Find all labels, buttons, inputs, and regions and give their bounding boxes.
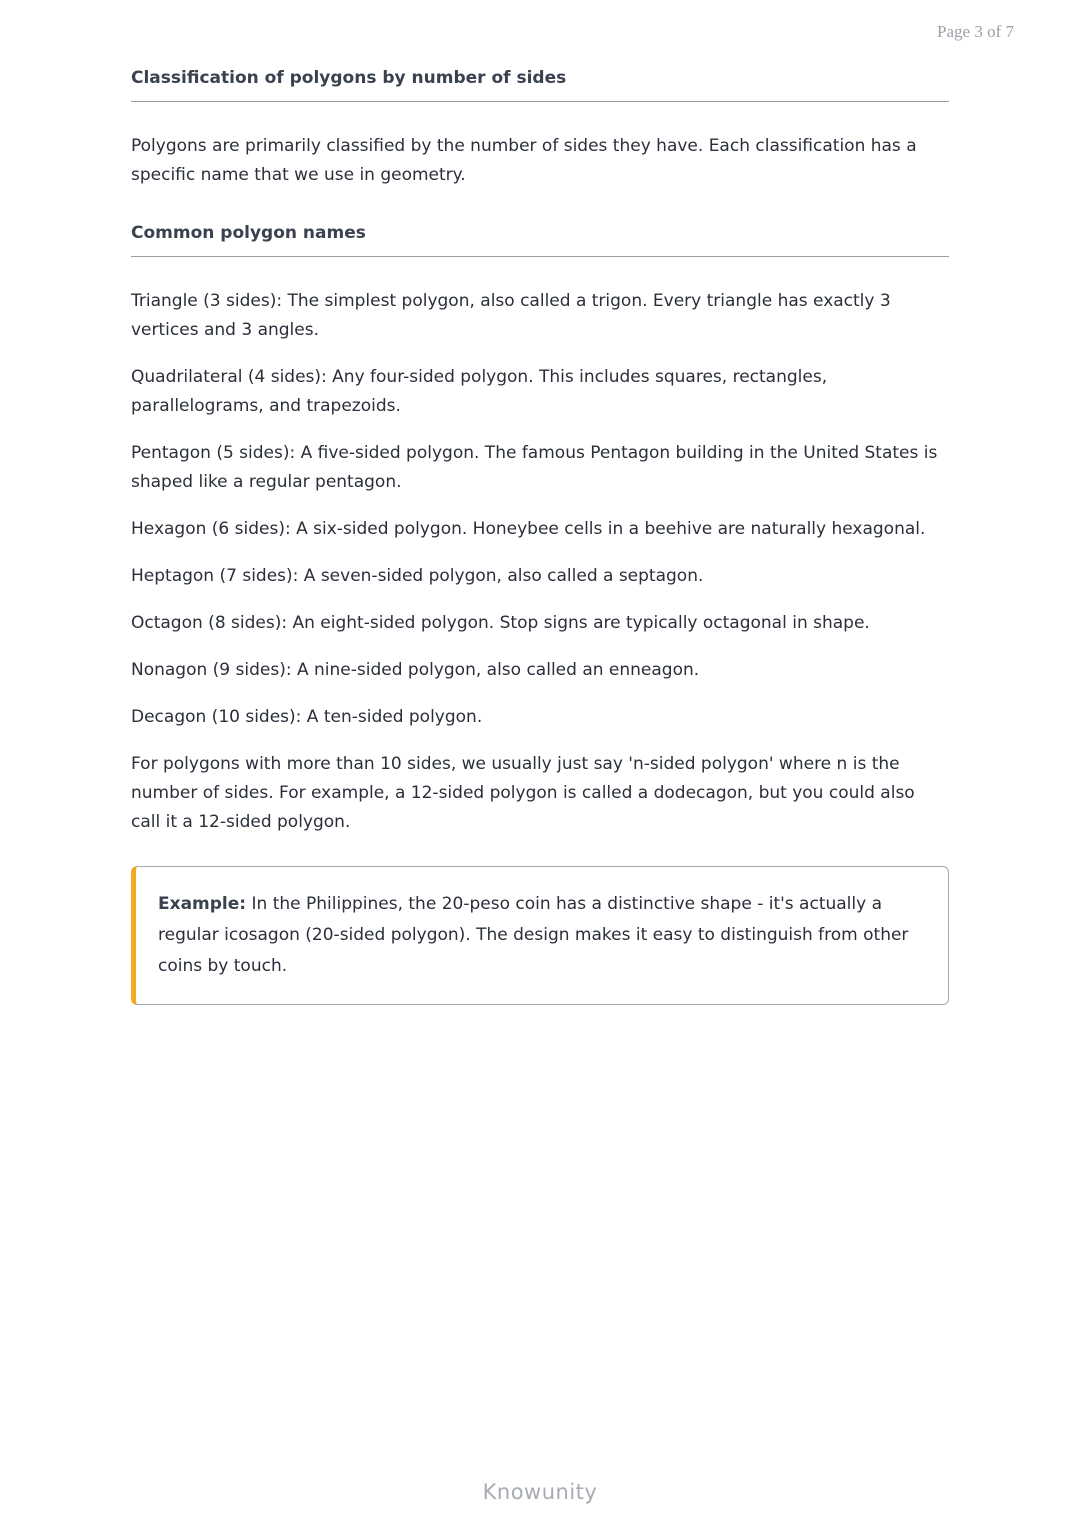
intro-paragraph: Polygons are primarily classified by the number of sides they have. Each classification has a specific name that we use in geometry. xyxy=(131,136,917,185)
list-item-hexagon: Hexagon (6 sides): A six-sided polygon. Honeybee cells in a beehive are naturally hexagonal. xyxy=(131,519,926,539)
footer-brand: Knowunity xyxy=(482,1480,598,1504)
list-item-decagon: Decagon (10 sides): A ten-sided polygon. xyxy=(131,707,483,727)
example-callout xyxy=(131,866,949,1005)
closing-paragraph: For polygons with more than 10 sides, we usually just say 'n-sided polygon' where n is the number of sides. For example, a 12-sided polygon is called a dodecagon, but you could also call it a 12-sided polygon. xyxy=(131,754,915,832)
list-item-pentagon: Pentagon (5 sides): A five-sided polygon. The famous Pentagon building in the United States is shaped like a regular pentagon. xyxy=(131,443,938,492)
list-item-quadrilateral: Quadrilateral (4 sides): Any four-sided polygon. This includes squares, rectangles, parallelograms, and trapezoids. xyxy=(131,367,828,416)
list-item-triangle: Triangle (3 sides): The simplest polygon, also called a trigon. Every triangle has exactly 3 vertices and 3 angles. xyxy=(131,291,891,340)
polygon-list xyxy=(131,287,949,732)
list-item-heptagon: Heptagon (7 sides): A seven-sided polygon, also called a septagon. xyxy=(131,566,704,586)
example-text: In the Philippines, the 20-peso coin has a distinctive shape - it's actually a regular icosagon (20-sided polygon). The design makes it easy to distinguish from other coins by touch. xyxy=(158,894,909,976)
list-item-octagon: Octagon (8 sides): An eight-sided polygon. Stop signs are typically octagonal in shape. xyxy=(131,613,870,633)
example-label: Example: xyxy=(158,894,247,914)
subsection-title: Common polygon names xyxy=(131,223,949,257)
list-item-nonagon: Nonagon (9 sides): A nine-sided polygon, also called an enneagon. xyxy=(131,660,700,680)
section-title: Classification of polygons by number of sides xyxy=(131,68,949,102)
page-number: Page 3 of 7 xyxy=(937,22,1014,41)
document-content xyxy=(131,68,949,1005)
